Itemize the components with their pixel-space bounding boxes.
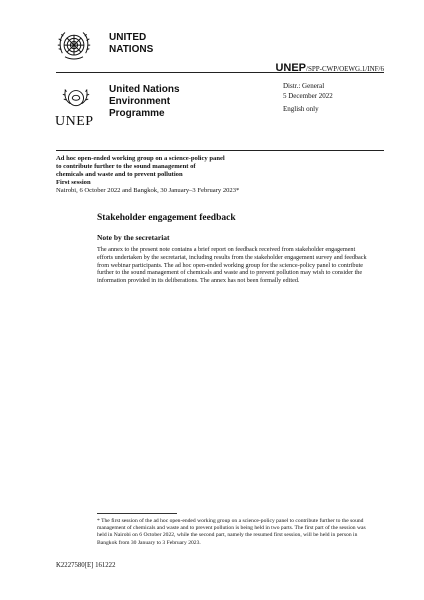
distribution-block	[283, 82, 333, 115]
document-language: English only	[283, 105, 319, 113]
meeting-session: First session	[56, 179, 91, 186]
meeting-line3: chemicals and waste and to prevent pollution	[56, 171, 183, 178]
meeting-place-dates: Nairobi, 6 October 2022 and Bangkok, 30 January–3 February 2023*	[56, 187, 240, 194]
meeting-block	[56, 155, 316, 195]
un-name	[109, 32, 153, 56]
footnote: * The first session of the ad hoc open-ended working group on a science-policy panel to contribute further to the sound management of chemicals and waste and to prevent pollution is being held in two parts. The first part of the session was held in Nairobi on 6 October 2022, while the second part, namely the resumed first session, will be held in person in Bangkok from 30 January to 3 February 2023.	[97, 518, 366, 546]
unep-emblem-icon	[60, 85, 92, 115]
meeting-line1: Ad hoc open-ended working group on a science-policy panel	[56, 155, 225, 162]
header-rule-bottom	[56, 150, 384, 151]
distribution-status: Distr.: General	[283, 82, 325, 90]
document-symbol-prefix: UNEP	[275, 62, 307, 74]
document-subtitle: Note by the secretariat	[97, 233, 170, 242]
unep-name	[109, 84, 180, 120]
un-name-line2: NATIONS	[109, 44, 154, 55]
footnote-rule	[97, 513, 177, 514]
job-number: K2227580[E] 161222	[56, 562, 116, 569]
unep-name-line1: United Nations	[109, 84, 180, 95]
un-name-line1: UNITED	[109, 32, 147, 43]
meeting-line2: to contribute further to the sound management of	[56, 163, 196, 170]
document-symbol	[275, 62, 384, 74]
summary-paragraph: The annex to the present note contains a brief report on feedback received from stakeholder engagement efforts undertaken by the secretariat, including results from the stakeholder engagement survey and feedback from webinar participants. The ad hoc open-ended working group for the science-policy panel to contribute further to the sound management of chemicals and waste and to prevent pollution may wish to consider the information provided in its deliberations. The annex has not been formally edited.	[97, 246, 367, 285]
document-title: Stakeholder engagement feedback	[97, 213, 236, 223]
unep-name-line3: Programme	[109, 108, 165, 119]
un-emblem-icon	[56, 28, 92, 64]
unep-wordmark: UNEP	[55, 114, 94, 129]
document-symbol-rest: /SPP-CWP/OEWG.1/INF/6	[306, 65, 384, 73]
unep-name-line2: Environment	[109, 96, 171, 107]
document-date: 5 December 2022	[283, 91, 333, 100]
